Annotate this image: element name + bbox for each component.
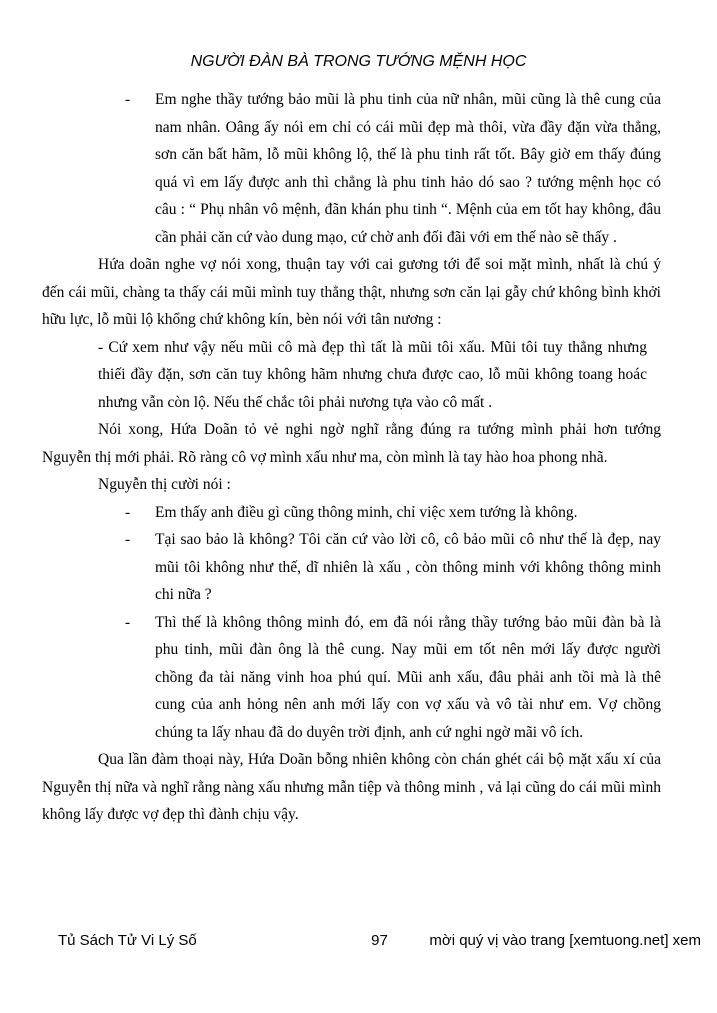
dialog-list-item: [42, 499, 661, 527]
dash-marker: -: [125, 613, 131, 631]
dialog-list-item: [42, 526, 661, 609]
dialog-paragraph: - Cứ xem như vậy nếu mũi cô mà đẹp thì tất là mũi tôi xấu. Mũi tôi tuy thẳng nhưng thiếi đầy đặn, sơn căn tuy không hãm nhưng chưa được cao, lỗ mũi không toang hoác nhưng vẫn còn lộ. Nếu thế chắc tôi phải nương tựa vào cô mất .: [98, 338, 647, 411]
dash-marker: -: [125, 503, 131, 521]
paragraph-text: Tại sao bảo là không? Tôi căn cứ vào lời cô, cô bảo mũi cô như thế là đẹp, nay mũi tôi không như thế, dĩ nhiên là xấu , còn thông minh với không thông minh chi nữa ?: [155, 531, 661, 603]
paragraph-text: Em thấy anh điều gì cũng thông minh, chỉ việc xem tướng là không.: [155, 503, 578, 521]
paragraph: Nguyễn thị cười nói :: [98, 476, 231, 493]
page-number: 97: [371, 932, 388, 949]
paragraph: Nói xong, Hứa Doãn tỏ vẻ nghi ngờ nghĩ rằng đúng ra tướng mình phải hơn tướng Nguyễn thị mới phải. Rõ ràng cô vợ mình xấu như ma, còn mình là tay hào hoa phong nhã.: [42, 421, 661, 466]
dash-marker: -: [125, 531, 131, 548]
page-content: [0, 86, 717, 829]
paragraph: Hứa doãn nghe vợ nói xong, thuận tay với cai gương tới để soi mặt mình, nhất là chú ý đến cái mũi, chàng ta thấy cái mũi mình tuy thẳng thật, nhưng sơn căn lại gẫy chứ không bình khởi hữu lực, lỗ mũi lộ khổng chứ không kín, bèn nói với tân nương :: [42, 256, 661, 328]
dialog-list-item: [42, 86, 661, 251]
dash-marker: -: [125, 91, 131, 108]
page-footer: [0, 931, 717, 951]
footer-site-note: mời quý vị vào trang [xemtuong.net] xem: [429, 932, 701, 949]
paragraph-text: Em nghe thầy tướng bảo mũi là phu tinh của nữ nhân, mũi cũng là thê cung của nam nhân. Oâng ấy nói em chỉ có cái mũi đẹp mà thôi, vừa đầy đặn vừa thẳng, sơn căn bất hãm, lỗ mũi không lộ, thế là phu tinh rất tốt. Bây giờ em thấy đúng quá vì em lấy được anh thì chẳng là phu tinh hảo dó sao ? tướng mệnh học có câu : “ Phụ nhân vô mệnh, đãn khán phu tinh “. Mệnh của em tốt hay không, đâu cần phải căn cứ vào dung mạo, cứ chờ anh đối đãi với em thế nào sẽ thấy .: [155, 91, 661, 246]
page-title: NGƯỜI ĐÀN BÀ TRONG TƯỚNG MỆNH HỌC: [190, 53, 527, 70]
paragraph: Qua lần đàm thoại này, Hứa Doãn bỗng nhiên không còn chán ghét cái bộ mặt xấu xí của Nguyễn thị nữa và nghĩ rằng nàng xấu nhưng mẫn tiệp và thông minh , vả lại cũng do cái mũi mình không lấy được vợ đẹp thì đành chịu vậy.: [42, 751, 661, 823]
paragraph-text: Thì thế là không thông minh đó, em đã nói rằng thầy tướng bảo mũi đàn bà là phu tinh, mũi đàn ông là thê cung. Nay mũi em tốt nên mới lấy được người chồng đa tài năng vinh hoa phú quí. Mũi anh xấu, đâu phải anh tồi mà là thê cung của anh hỏng nên anh mới lấy con vợ xấu và vô tài như em. Vợ chồng chúng ta lấy nhau đã do duyên trời định, anh cứ nghi ngờ mãi vô ích.: [155, 613, 661, 741]
footer-series-name: Tủ Sách Tử Vi Lý Số: [58, 932, 197, 949]
dialog-list-item: [42, 609, 661, 747]
